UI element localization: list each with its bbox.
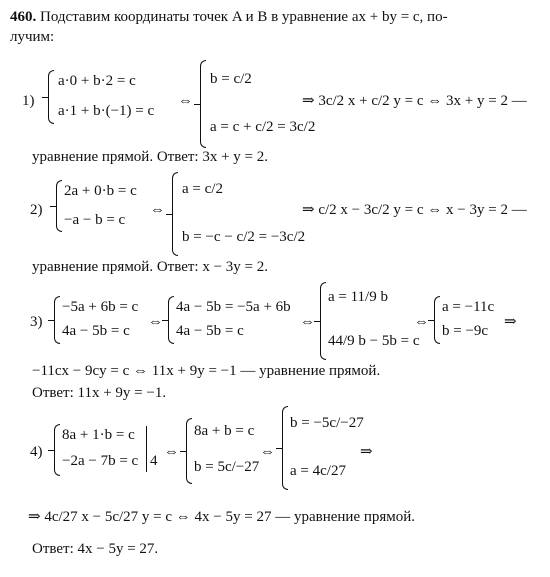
part1-brace-a xyxy=(48,70,54,124)
part3-line-2: −11cx − 9cy = c ⇔ 11x + 9y = −1 — уравнение прямой. xyxy=(32,363,381,379)
problem-number: 460. xyxy=(10,9,37,25)
part4-brace-b xyxy=(186,418,192,484)
part4-sys-b-2: b = 5c/−27 xyxy=(194,459,260,475)
part1-label: 1) xyxy=(22,93,35,109)
intro-text: Подставим координаты точек A и B в уравнение ax + by = c, по- xyxy=(40,9,448,25)
part2-equiv: ⇔ xyxy=(150,202,165,218)
part4-brace-c xyxy=(282,406,288,490)
part1-sys-b-1: b = c/2 xyxy=(210,71,252,87)
part4-implies: ⇒ xyxy=(360,444,373,460)
part3-equiv-1: ⇔ xyxy=(148,314,163,330)
part3-brace-c xyxy=(320,282,326,360)
part3-sys-c-1: a = 11/9 b xyxy=(328,289,388,305)
part1-sys-b-2: a = c + c/2 = 3c/2 xyxy=(210,119,316,135)
part1-tail: ⇒ 3c/2 x + c/2 y = c ⇔ 3x + y = 2 — xyxy=(302,93,527,109)
part2-sys-b-2: b = −c − c/2 = −3c/2 xyxy=(182,229,306,245)
part3-sys-d-1: a = −11c xyxy=(442,299,495,315)
part3-answer: Ответ: 11x + 9y = −1. xyxy=(32,385,167,401)
part2-tail: ⇒ c/2 x − 3c/2 y = c ⇔ x − 3y = 2 — xyxy=(302,202,527,218)
part1-sys-a-1: a·0 + b·2 = c xyxy=(58,73,136,89)
part3-brace-d xyxy=(434,296,440,344)
part4-sys-c-2: a = 4c/27 xyxy=(290,463,346,479)
part3-equiv-3: ⇔ xyxy=(414,314,429,330)
part4-brace-a xyxy=(54,424,60,476)
part1-brace-b xyxy=(200,60,206,148)
part2-sys-b-1: a = c/2 xyxy=(182,181,223,197)
part4-sys-a-2: −2a − 7b = c xyxy=(62,453,139,469)
part4-sys-a-1: 8a + 1·b = c xyxy=(62,427,135,443)
intro-line-1 xyxy=(10,8,448,26)
part4-label: 4) xyxy=(30,444,43,460)
part2-brace-a xyxy=(56,180,62,232)
intro-line-2: лучим: xyxy=(10,29,55,45)
part3-sys-a-2: 4a − 5b = c xyxy=(62,323,130,339)
part2-label: 2) xyxy=(30,202,43,218)
part1-equiv: ⇔ xyxy=(178,93,193,109)
part2-brace-b xyxy=(172,172,178,256)
part3-sys-b-1: 4a − 5b = −5a + 6b xyxy=(176,299,291,315)
part4-answer: Ответ: 4x − 5y = 27. xyxy=(32,541,159,557)
part4-sys-c-1: b = −5c/−27 xyxy=(290,415,364,431)
part2-answer: уравнение прямой. Ответ: x − 3y = 2. xyxy=(32,259,269,275)
part2-sys-a-2: −a − b = c xyxy=(64,212,126,228)
part3-sys-a-1: −5a + 6b = c xyxy=(62,299,139,315)
part4-sys-b-1: 8a + b = c xyxy=(194,423,255,439)
part4-multiplier-bar xyxy=(146,426,147,472)
part3-sys-b-2: 4a − 5b = c xyxy=(176,323,244,339)
part3-equiv-2: ⇔ xyxy=(300,314,315,330)
part3-sys-c-2: 44/9 b − 5b = c xyxy=(328,333,420,349)
part1-answer: уравнение прямой. Ответ: 3x + y = 2. xyxy=(32,149,269,165)
part3-brace-a xyxy=(54,296,60,344)
part3-brace-b xyxy=(168,296,174,344)
part3-implies: ⇒ xyxy=(504,314,517,330)
part4-multiplier: 4 xyxy=(150,453,158,469)
part3-sys-d-2: b = −9c xyxy=(442,323,489,339)
part2-sys-a-1: 2a + 0·b = c xyxy=(64,183,137,199)
part3-label: 3) xyxy=(30,314,43,330)
part4-line-2: ⇒ 4c/27 x − 5c/27 y = c ⇔ 4x − 5y = 27 — уравнение прямой. xyxy=(28,509,416,525)
part1-sys-a-2: a·1 + b·(−1) = c xyxy=(58,103,155,119)
part4-equiv-1: ⇔ xyxy=(164,444,179,460)
part4-equiv-2: ⇔ xyxy=(260,444,275,460)
